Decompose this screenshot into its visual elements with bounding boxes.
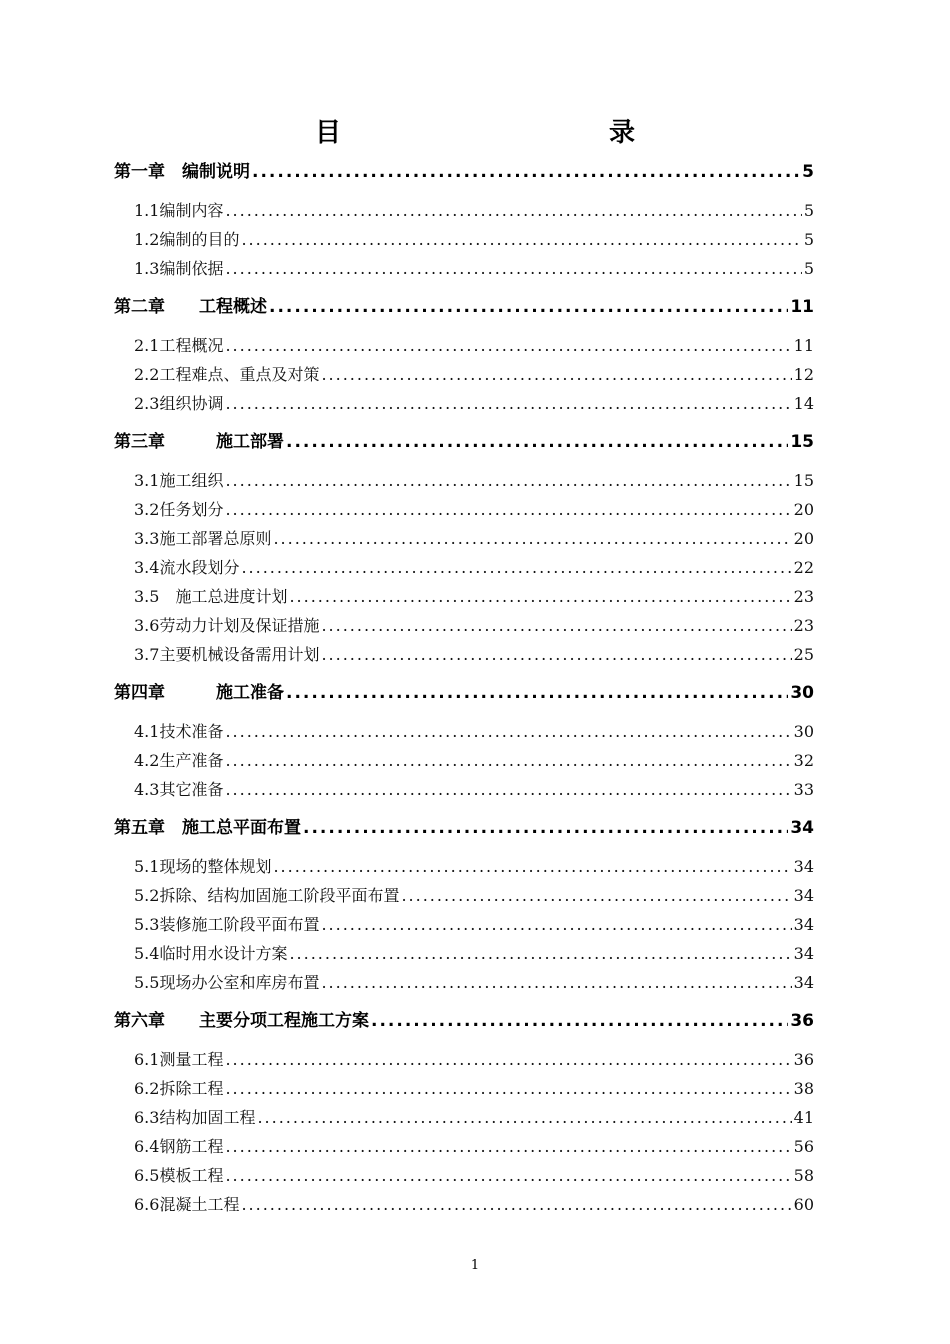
section-title: 6.3结构加固工程 xyxy=(134,1108,256,1127)
chapter-label xyxy=(114,158,250,186)
dot-leader xyxy=(321,611,791,640)
toc-section-entry[interactable] xyxy=(114,910,814,939)
toc-chapter-entry[interactable] xyxy=(114,679,814,707)
chapter-label xyxy=(114,679,284,707)
chapter-number: 第二章 xyxy=(114,297,165,317)
toc-chapter-entry[interactable] xyxy=(114,158,814,186)
toc-section-entry[interactable] xyxy=(114,360,814,389)
chapter-page-number: 34 xyxy=(790,818,814,838)
section-page-number: 20 xyxy=(793,500,814,519)
toc-section-entry[interactable] xyxy=(114,611,814,640)
dot-leader xyxy=(241,225,801,254)
chapter-page-number: 36 xyxy=(790,1011,814,1031)
toc-section-entry[interactable] xyxy=(114,225,814,254)
dot-leader xyxy=(273,524,791,553)
toc-section-entry[interactable] xyxy=(114,1045,814,1074)
toc-section-entry[interactable] xyxy=(114,1161,814,1190)
dot-leader xyxy=(269,293,788,321)
dot-leader xyxy=(321,910,791,939)
section-title: 2.3组织协调 xyxy=(134,394,224,413)
section-title: 3.3施工部署总原则 xyxy=(134,529,272,548)
toc-section-entry[interactable] xyxy=(114,717,814,746)
dot-leader xyxy=(225,254,801,283)
section-page-number: 34 xyxy=(793,944,814,963)
dot-leader xyxy=(303,814,788,842)
toc-chapter-entry[interactable] xyxy=(114,293,814,321)
section-page-number: 12 xyxy=(793,365,814,384)
chapter-gap xyxy=(165,1011,199,1031)
section-title: 5.2拆除、结构加固施工阶段平面布置 xyxy=(134,886,400,905)
section-page-number: 5 xyxy=(803,230,814,249)
section-page-number: 36 xyxy=(793,1050,814,1069)
toc-section-entry[interactable] xyxy=(114,1190,814,1219)
chapter-number: 第三章 xyxy=(114,432,165,452)
toc-section-entry[interactable] xyxy=(114,746,814,775)
section-title: 3.2任务划分 xyxy=(134,500,224,519)
toc-section-entry[interactable] xyxy=(114,254,814,283)
chapter-title: 编制说明 xyxy=(182,162,250,182)
chapter-page-number: 30 xyxy=(790,683,814,703)
dot-leader xyxy=(225,331,791,360)
section-title: 3.4流水段划分 xyxy=(134,558,240,577)
section-title: 2.1工程概况 xyxy=(134,336,224,355)
section-page-number: 11 xyxy=(793,336,814,355)
dot-leader xyxy=(321,360,791,389)
section-title: 6.6混凝土工程 xyxy=(134,1195,240,1214)
section-page-number: 32 xyxy=(793,751,814,770)
dot-leader xyxy=(241,1190,791,1219)
section-title: 2.2工程难点、重点及对策 xyxy=(134,365,320,384)
section-title: 4.2生产准备 xyxy=(134,751,224,770)
chapter-page-number: 5 xyxy=(802,162,814,182)
dot-leader xyxy=(371,1007,788,1035)
dot-leader xyxy=(252,158,800,186)
chapter-number: 第五章 xyxy=(114,818,165,838)
toc-section-entry[interactable] xyxy=(114,524,814,553)
dot-leader xyxy=(225,1132,791,1161)
toc-chapter-entry[interactable] xyxy=(114,814,814,842)
toc-section-entry[interactable] xyxy=(114,881,814,910)
dot-leader xyxy=(225,495,791,524)
section-title: 1.1编制内容 xyxy=(134,201,224,220)
chapter-number: 第四章 xyxy=(114,683,165,703)
section-page-number: 23 xyxy=(793,587,814,606)
toc-section-entry[interactable] xyxy=(114,939,814,968)
page-number: 1 xyxy=(470,1258,480,1273)
toc-section-entry[interactable] xyxy=(114,582,814,611)
chapter-title: 施工准备 xyxy=(216,683,284,703)
chapter-number: 第六章 xyxy=(114,1011,165,1031)
section-title: 3.6劳动力计划及保证措施 xyxy=(134,616,320,635)
section-page-number: 33 xyxy=(793,780,814,799)
chapter-gap xyxy=(165,683,216,703)
section-page-number: 41 xyxy=(793,1108,814,1127)
toc-section-entry[interactable] xyxy=(114,466,814,495)
section-page-number: 34 xyxy=(793,857,814,876)
toc-section-entry[interactable] xyxy=(114,331,814,360)
toc-chapter-entry[interactable] xyxy=(114,1007,814,1035)
section-title: 6.5模板工程 xyxy=(134,1166,224,1185)
chapter-number: 第一章 xyxy=(114,162,165,182)
dot-leader xyxy=(289,582,791,611)
dot-leader xyxy=(225,466,791,495)
chapter-page-number: 15 xyxy=(790,432,814,452)
section-page-number: 23 xyxy=(793,616,814,635)
section-title: 1.2编制的目的 xyxy=(134,230,240,249)
section-title: 3.7主要机械设备需用计划 xyxy=(134,645,320,664)
section-page-number: 20 xyxy=(793,529,814,548)
dot-leader xyxy=(241,553,791,582)
section-page-number: 25 xyxy=(793,645,814,664)
section-title: 6.4钢筋工程 xyxy=(134,1137,224,1156)
dot-leader xyxy=(286,679,788,707)
dot-leader xyxy=(321,968,791,997)
section-page-number: 56 xyxy=(793,1137,814,1156)
dot-leader xyxy=(257,1103,791,1132)
toc-section-entry[interactable] xyxy=(114,640,814,669)
toc-section-entry[interactable] xyxy=(114,1074,814,1103)
section-page-number: 58 xyxy=(793,1166,814,1185)
toc-section-entry[interactable] xyxy=(114,389,814,418)
section-page-number: 38 xyxy=(793,1079,814,1098)
toc-section-entry[interactable] xyxy=(114,968,814,997)
chapter-gap xyxy=(165,432,216,452)
chapter-title: 施工部署 xyxy=(216,432,284,452)
dot-leader xyxy=(225,717,791,746)
toc-section-entry[interactable] xyxy=(114,495,814,524)
chapter-gap xyxy=(165,818,182,838)
dot-leader xyxy=(286,428,788,456)
dot-leader xyxy=(225,389,791,418)
section-title: 6.1测量工程 xyxy=(134,1050,224,1069)
chapter-gap xyxy=(165,162,182,182)
section-title: 5.1现场的整体规划 xyxy=(134,857,272,876)
section-title: 3.1施工组织 xyxy=(134,471,224,490)
section-title: 5.4临时用水设计方案 xyxy=(134,944,288,963)
section-page-number: 15 xyxy=(793,471,814,490)
section-page-number: 5 xyxy=(803,259,814,278)
page-title: 目 录 xyxy=(314,118,707,148)
chapter-title: 主要分项工程施工方案 xyxy=(199,1011,369,1031)
section-page-number: 5 xyxy=(803,201,814,220)
chapter-label xyxy=(114,1007,369,1035)
toc-section-entry[interactable] xyxy=(114,1103,814,1132)
section-title: 4.3其它准备 xyxy=(134,780,224,799)
section-page-number: 34 xyxy=(793,886,814,905)
section-page-number: 34 xyxy=(793,973,814,992)
dot-leader xyxy=(225,1074,791,1103)
toc-section-entry[interactable] xyxy=(114,852,814,881)
dot-leader xyxy=(225,746,791,775)
section-title: 5.3装修施工阶段平面布置 xyxy=(134,915,320,934)
dot-leader xyxy=(225,1045,791,1074)
section-title: 6.2拆除工程 xyxy=(134,1079,224,1098)
section-page-number: 30 xyxy=(793,722,814,741)
chapter-label xyxy=(114,814,301,842)
dot-leader xyxy=(225,196,801,225)
dot-leader xyxy=(225,1161,791,1190)
dot-leader xyxy=(225,775,791,804)
section-title: 3.5 施工总进度计划 xyxy=(134,587,288,606)
chapter-title: 工程概述 xyxy=(199,297,267,317)
chapter-label xyxy=(114,428,284,456)
chapter-label xyxy=(114,293,267,321)
toc-section-entry[interactable] xyxy=(114,1132,814,1161)
section-title: 5.5现场办公室和库房布置 xyxy=(134,973,320,992)
toc-section-entry[interactable] xyxy=(114,553,814,582)
section-page-number: 34 xyxy=(793,915,814,934)
chapter-gap xyxy=(165,297,199,317)
section-title: 1.3编制依据 xyxy=(134,259,224,278)
chapter-title: 施工总平面布置 xyxy=(182,818,301,838)
section-page-number: 14 xyxy=(793,394,814,413)
section-page-number: 22 xyxy=(793,558,814,577)
toc-section-entry[interactable] xyxy=(114,775,814,804)
dot-leader xyxy=(401,881,791,910)
dot-leader xyxy=(321,640,791,669)
toc-section-entry[interactable] xyxy=(114,196,814,225)
toc-chapter-entry[interactable] xyxy=(114,428,814,456)
section-title: 4.1技术准备 xyxy=(134,722,224,741)
dot-leader xyxy=(273,852,791,881)
table-of-contents xyxy=(114,158,814,1219)
section-page-number: 60 xyxy=(793,1195,814,1214)
dot-leader xyxy=(289,939,791,968)
chapter-page-number: 11 xyxy=(790,297,814,317)
